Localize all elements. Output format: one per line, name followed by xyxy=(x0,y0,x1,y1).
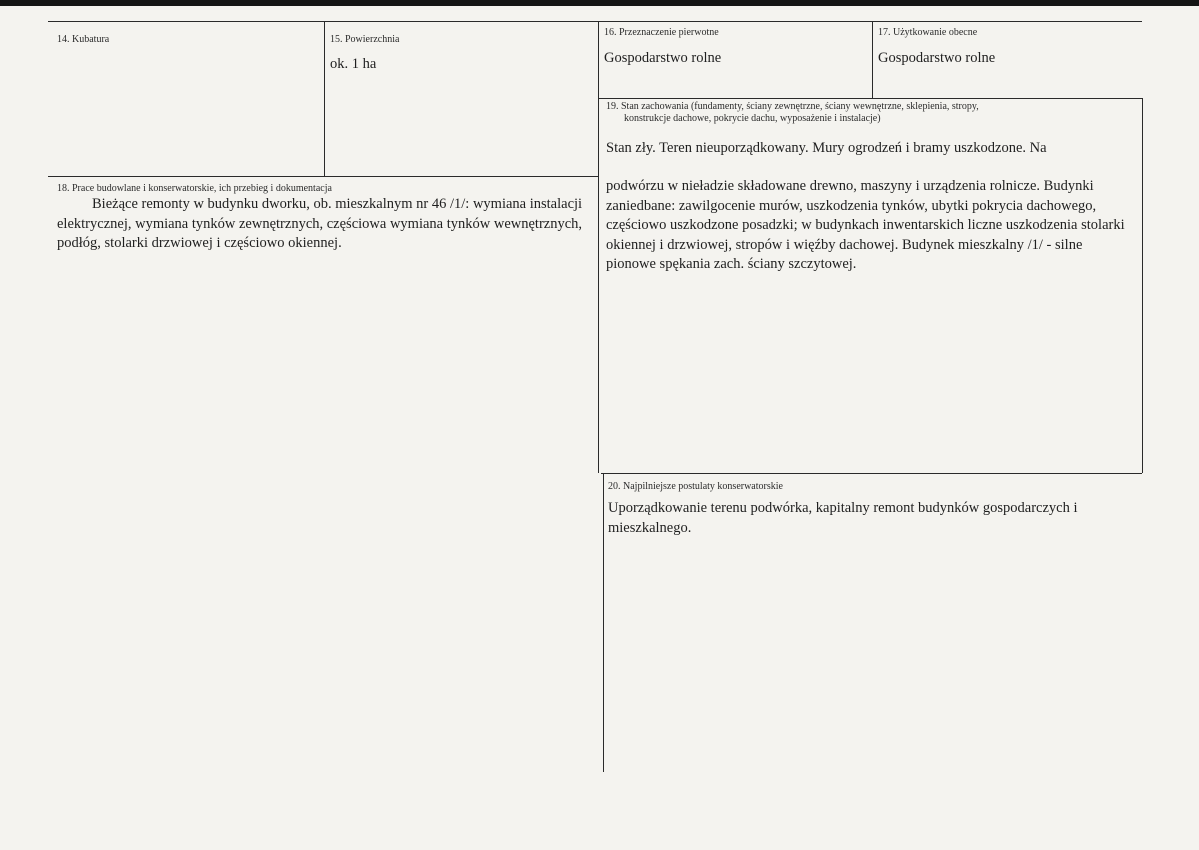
border-above-18 xyxy=(48,176,598,177)
field-14-label: 14. Kubatura xyxy=(57,34,110,45)
scan-top-edge xyxy=(0,0,1199,6)
divider-16-17 xyxy=(872,21,873,98)
top-border xyxy=(48,21,1142,22)
field-20-label: 20. Najpilniejsze postulaty konserwatorskie xyxy=(608,481,783,492)
field-19-value-first-line: Stan zły. Teren nieuporządkowany. Mury ogrodzeń i bramy uszkodzone. Na xyxy=(606,140,1047,156)
field-18-label: 18. Prace budowlane i konserwatorskie, ich przebieg i dokumentacja xyxy=(57,183,332,194)
field-16-label: 16. Przeznaczenie pierwotne xyxy=(604,27,719,38)
border-above-19 xyxy=(598,98,1142,99)
divider-15-16 xyxy=(598,21,599,473)
field-19-label-line1: 19. Stan zachowania (fundamenty, ściany zewnętrzne, ściany wewnętrzne, sklepienia, stropy, xyxy=(606,101,979,112)
divider-14-15 xyxy=(324,21,325,176)
field-18-value: Bieżące remonty w budynku dworku, ob. mieszkalnym nr 46 /1/: wymiana instalacji elektrycznej, wymiana tynków zewnętrznych, częściowa wymiana tynków wewnętrznych, podłóg, stolarki drzwiowej i częściowo okiennej. xyxy=(57,196,583,251)
border-above-20 xyxy=(601,473,1142,474)
field-17-label: 17. Użytkowanie obecne xyxy=(878,27,978,38)
field-15-label: 15. Powierzchnia xyxy=(330,34,400,45)
field-19-label-line2: konstrukcje dachowe, pokrycie dachu, wyposażenie i instalacje) xyxy=(624,113,881,124)
field-17-value: Gospodarstwo rolne xyxy=(878,50,996,66)
field-16-value: Gospodarstwo rolne xyxy=(604,50,722,66)
right-border-19 xyxy=(1142,98,1143,473)
field-20-value: Uporządkowanie terenu podwórka, kapitalny remont budynków gospodarczych i mieszkalnego. xyxy=(608,500,1078,536)
left-border-20 xyxy=(603,473,604,772)
field-15-value: ok. 1 ha xyxy=(330,56,377,72)
field-19-value: podwórzu w nieładzie składowane drewno, maszyny i urządzenia rolnicze. Budynki zaniedbane: zawilgocenie murów, uszkodzenia tynków, ubytki pokrycia dachowego, częściowo uszkodzone posadzki; w budynkach inwentarskich liczne uszkodzenia stolarki okiennej i drzwiowej, stropów i więźby dachowej. Budynek mieszkalny /1/ - silne pionowe spękania zach. ściany szczytowej. xyxy=(606,178,1125,272)
